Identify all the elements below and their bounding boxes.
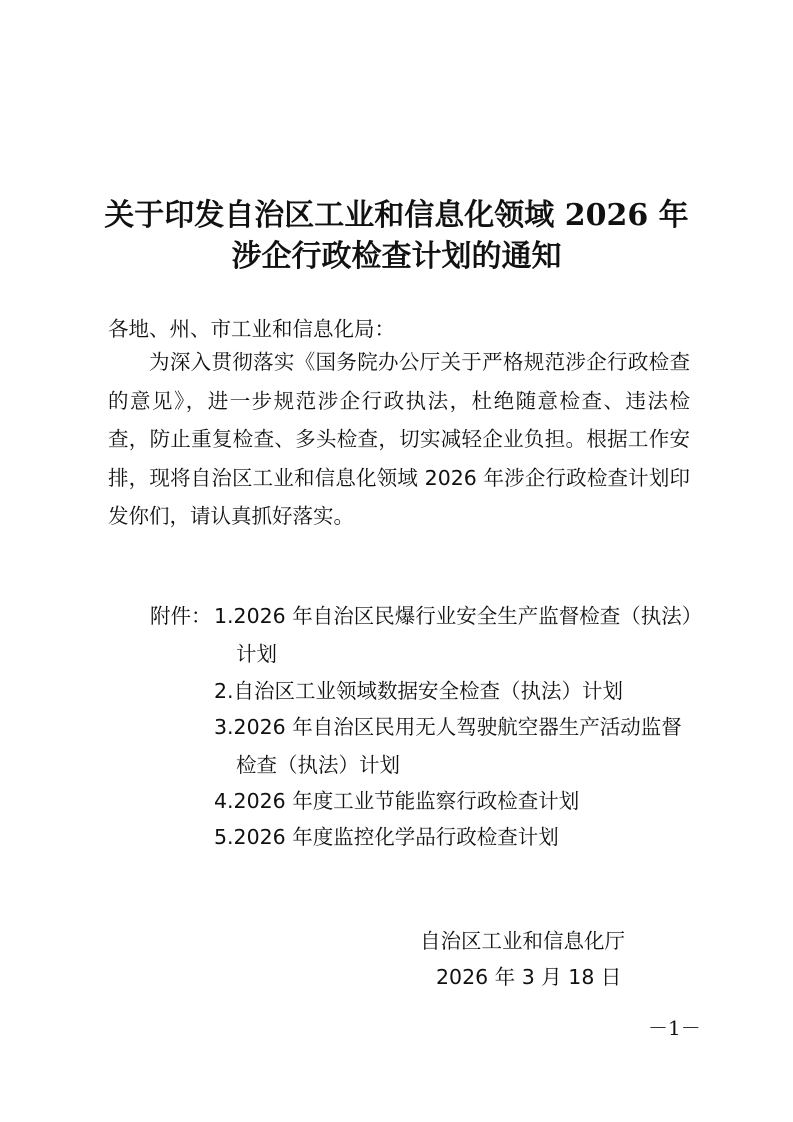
attachments-label: 附件： [150,604,212,628]
issuing-authority: 自治区工业和信息化厅 [420,929,625,953]
attachment-item-4 [214,782,704,820]
attachment-item-2-line-1: 2.自治区工业领域数据安全检查（执法）计划 [214,679,624,703]
attachment-item-1 [214,597,704,673]
body-paragraph: 为深入贯彻落实《国务院办公厅关于严格规范涉企行政检查的意见》，进一步规范涉企行政执法，杜绝随意检查、违法检查，防止重复检查、多头检查，切实减轻企业负担。根据工作安排，现将自治区工业和信息化领域 2026 年涉企行政检查计划印发你们，请认真抓好落实。 [108,350,690,528]
attachment-item-3-line-2: 检查（执法）计划 [236,753,400,777]
attachment-item-2 [214,672,704,710]
attachment-item-3 [214,708,704,784]
page-number: －1－ [648,1016,701,1040]
attachment-item-5-line-1: 5.2026 年度监控化学品行政检查计划 [214,825,559,849]
document-title-line-2: 涉企行政检查计划的通知 [231,239,562,274]
issue-date: 2026 年 3 月 18 日 [436,965,622,989]
attachment-item-1-line-2: 计划 [236,642,277,666]
attachment-item-3-line-1: 3.2026 年自治区民用无人驾驶航空器生产活动监督 [214,715,682,739]
document-title-line-1: 关于印发自治区工业和信息化领域 2026 年 [104,198,689,233]
attachment-item-4-line-1: 4.2026 年度工业节能监察行政检查计划 [214,789,580,813]
addressee: 各地、州、市工业和信息化局： [108,317,395,341]
attachment-item-1-line-1: 1.2026 年自治区民爆行业安全生产监督检查（执法） [214,604,703,628]
attachment-item-5 [214,818,704,856]
